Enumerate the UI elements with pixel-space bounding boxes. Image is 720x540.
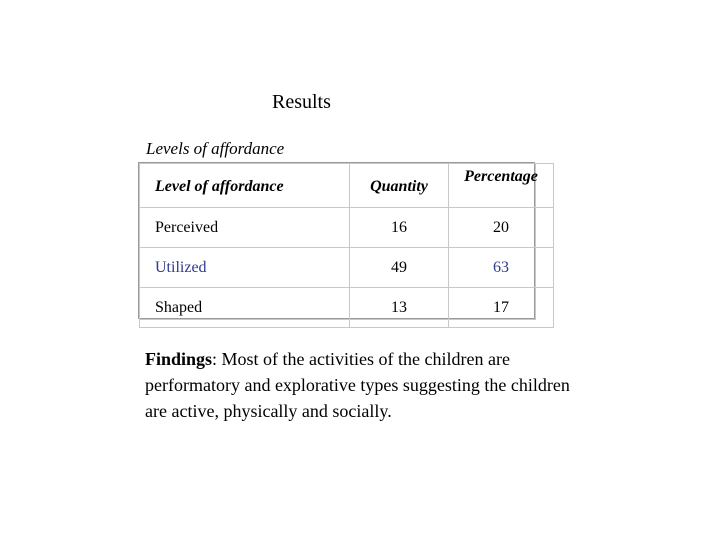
table-row (140, 248, 554, 288)
findings-text: : Most of the activities of the children are performatory and explorative types suggesting the children are active, physically and socially. (145, 349, 570, 421)
header-percentage: Percentage (449, 164, 554, 208)
cell-quantity: 49 (350, 248, 449, 288)
cell-level: Perceived (140, 208, 350, 248)
table-row (140, 208, 554, 248)
table-row (140, 288, 554, 328)
findings-paragraph (145, 346, 585, 424)
cell-quantity: 16 (350, 208, 449, 248)
cell-level: Shaped (140, 288, 350, 328)
table-caption: Levels of affordance (146, 139, 285, 158)
header-quantity: Quantity (350, 164, 449, 208)
header-level: Level of affordance (140, 164, 350, 208)
cell-percentage: 63 (449, 248, 554, 288)
affordance-table (138, 162, 538, 319)
table-header-row (140, 164, 554, 208)
cell-level: Utilized (140, 248, 350, 288)
affordance-table-grid (139, 163, 554, 328)
slide-title: Results (272, 91, 331, 113)
cell-quantity: 13 (350, 288, 449, 328)
cell-percentage: 17 (449, 288, 554, 328)
cell-percentage: 20 (449, 208, 554, 248)
findings-label: Findings (145, 349, 213, 369)
